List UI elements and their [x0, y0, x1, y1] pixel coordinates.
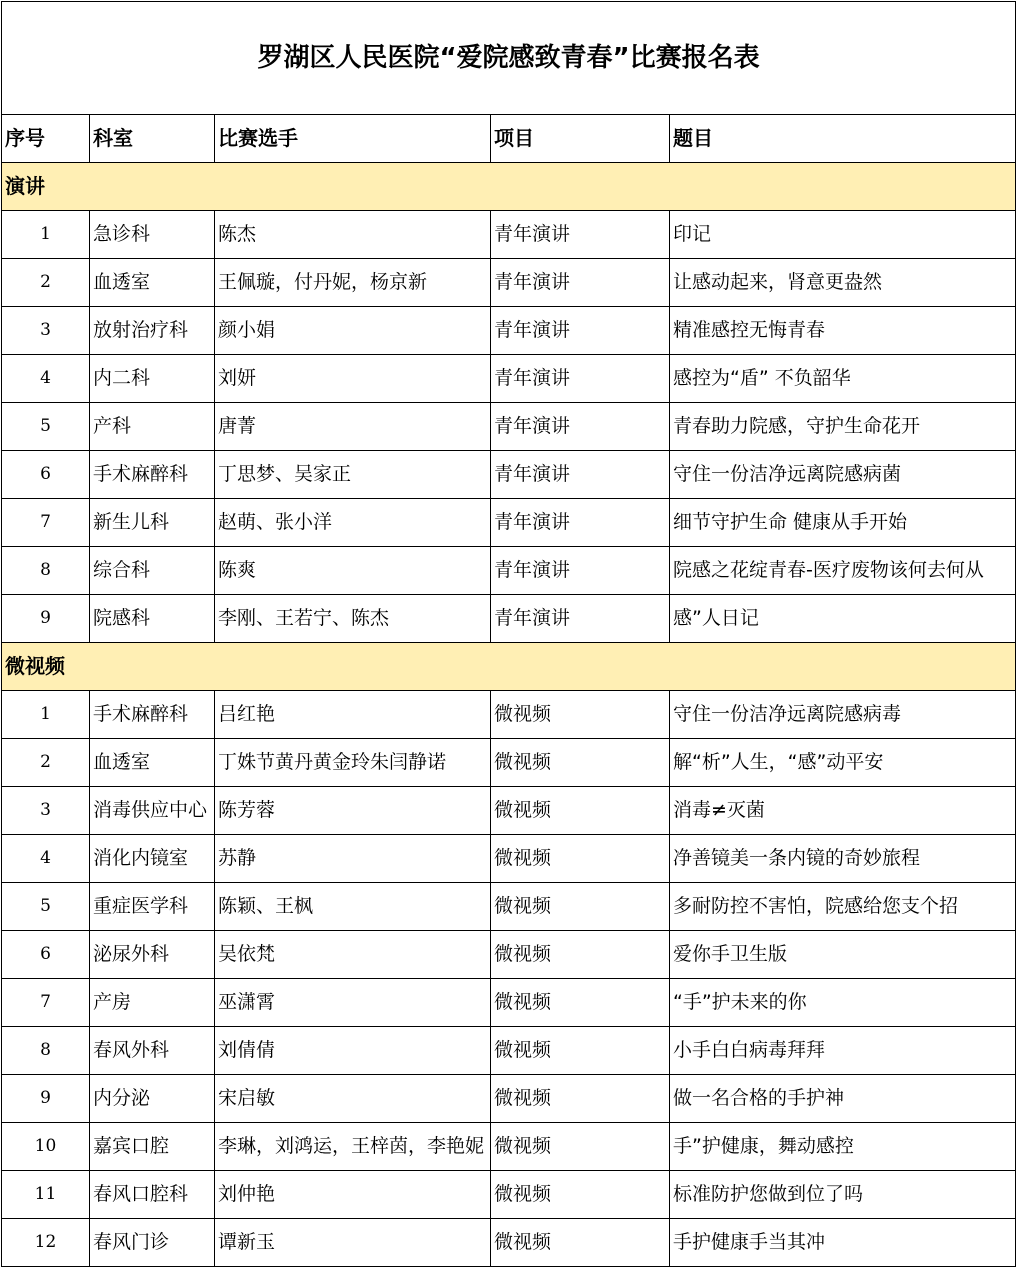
table-row	[2, 835, 1016, 883]
cell-item: 青年演讲	[491, 595, 670, 643]
cell-topic: 守住一份洁净远离院感病菌	[670, 451, 1016, 499]
cell-players: 颜小娟	[215, 307, 491, 355]
cell-department: 院感科	[90, 595, 215, 643]
cell-number: 3	[2, 787, 90, 835]
registration-table	[1, 1, 1016, 1267]
cell-players: 李刚、王若宁、陈杰	[215, 595, 491, 643]
cell-players: 苏静	[215, 835, 491, 883]
cell-players: 刘妍	[215, 355, 491, 403]
cell-department: 嘉宾口腔	[90, 1123, 215, 1171]
cell-number: 7	[2, 979, 90, 1027]
cell-players: 陈颖、王枫	[215, 883, 491, 931]
cell-number: 9	[2, 595, 90, 643]
cell-item: 微视频	[491, 1219, 670, 1267]
cell-players: 巫潇霄	[215, 979, 491, 1027]
title-row	[2, 2, 1016, 115]
cell-topic: “手”护未来的你	[670, 979, 1016, 1027]
cell-number: 11	[2, 1171, 90, 1219]
table-row	[2, 307, 1016, 355]
table-row	[2, 739, 1016, 787]
cell-item: 微视频	[491, 883, 670, 931]
table-row	[2, 1075, 1016, 1123]
cell-topic: 细节守护生命 健康从手开始	[670, 499, 1016, 547]
cell-players: 李琳，刘鸿运，王梓茵，李艳妮	[215, 1123, 491, 1171]
cell-item: 青年演讲	[491, 451, 670, 499]
cell-topic: 做一名合格的手护神	[670, 1075, 1016, 1123]
cell-number: 7	[2, 499, 90, 547]
column-header-item: 项目	[491, 115, 670, 163]
cell-players: 谭新玉	[215, 1219, 491, 1267]
cell-number: 5	[2, 403, 90, 451]
cell-department: 春风外科	[90, 1027, 215, 1075]
cell-topic: 多耐防控不害怕，院感给您支个招	[670, 883, 1016, 931]
cell-players: 吕红艳	[215, 691, 491, 739]
cell-topic: 小手白白病毒拜拜	[670, 1027, 1016, 1075]
cell-item: 青年演讲	[491, 403, 670, 451]
cell-department: 泌尿外科	[90, 931, 215, 979]
cell-department: 产房	[90, 979, 215, 1027]
cell-department: 血透室	[90, 739, 215, 787]
table-row	[2, 979, 1016, 1027]
cell-item: 微视频	[491, 979, 670, 1027]
cell-number: 4	[2, 355, 90, 403]
cell-department: 春风口腔科	[90, 1171, 215, 1219]
cell-department: 综合科	[90, 547, 215, 595]
cell-topic: 爱你手卫生版	[670, 931, 1016, 979]
cell-number: 2	[2, 259, 90, 307]
table-row	[2, 1123, 1016, 1171]
cell-item: 青年演讲	[491, 211, 670, 259]
cell-players: 刘仲艳	[215, 1171, 491, 1219]
cell-department: 内分泌	[90, 1075, 215, 1123]
table-row	[2, 355, 1016, 403]
cell-players: 陈芳蓉	[215, 787, 491, 835]
cell-department: 产科	[90, 403, 215, 451]
cell-item: 微视频	[491, 787, 670, 835]
table-row	[2, 451, 1016, 499]
cell-number: 4	[2, 835, 90, 883]
cell-department: 消毒供应中心	[90, 787, 215, 835]
cell-department: 手术麻醉科	[90, 691, 215, 739]
cell-department: 血透室	[90, 259, 215, 307]
cell-number: 8	[2, 1027, 90, 1075]
cell-topic: 让感动起来，肾意更盎然	[670, 259, 1016, 307]
cell-players: 王佩璇，付丹妮，杨京新	[215, 259, 491, 307]
cell-department: 放射治疗科	[90, 307, 215, 355]
table-row	[2, 1171, 1016, 1219]
column-header-players: 比赛选手	[215, 115, 491, 163]
table-row	[2, 787, 1016, 835]
cell-item: 微视频	[491, 835, 670, 883]
section-title: 演讲	[2, 163, 1016, 211]
cell-topic: 感控为“盾” 不负韶华	[670, 355, 1016, 403]
cell-topic: 解“析”人生，“感”动平安	[670, 739, 1016, 787]
cell-players: 赵萌、张小洋	[215, 499, 491, 547]
cell-topic: 标准防护您做到位了吗	[670, 1171, 1016, 1219]
table-row	[2, 403, 1016, 451]
cell-players: 陈杰	[215, 211, 491, 259]
cell-item: 青年演讲	[491, 499, 670, 547]
cell-topic: 消毒≠灭菌	[670, 787, 1016, 835]
cell-department: 消化内镜室	[90, 835, 215, 883]
column-header-department: 科室	[90, 115, 215, 163]
cell-players: 唐菁	[215, 403, 491, 451]
cell-item: 微视频	[491, 931, 670, 979]
section-title: 微视频	[2, 643, 1016, 691]
table-row	[2, 211, 1016, 259]
table-row	[2, 883, 1016, 931]
cell-number: 6	[2, 931, 90, 979]
cell-number: 5	[2, 883, 90, 931]
cell-department: 内二科	[90, 355, 215, 403]
cell-topic: 净善镜美一条内镜的奇妙旅程	[670, 835, 1016, 883]
cell-topic: 守住一份洁净远离院感病毒	[670, 691, 1016, 739]
cell-topic: 院感之花绽青春-医疗废物该何去何从	[670, 547, 1016, 595]
table-row	[2, 547, 1016, 595]
header-row	[2, 115, 1016, 163]
cell-department: 重症医学科	[90, 883, 215, 931]
cell-department: 新生儿科	[90, 499, 215, 547]
cell-players: 丁姝节黄丹黄金玲朱闫静诺	[215, 739, 491, 787]
table-row	[2, 931, 1016, 979]
cell-item: 微视频	[491, 1027, 670, 1075]
cell-topic: 感”人日记	[670, 595, 1016, 643]
cell-number: 6	[2, 451, 90, 499]
table-row	[2, 259, 1016, 307]
column-header-number: 序号	[2, 115, 90, 163]
cell-number: 1	[2, 211, 90, 259]
cell-players: 陈爽	[215, 547, 491, 595]
cell-item: 微视频	[491, 1123, 670, 1171]
section-row	[2, 643, 1016, 691]
cell-players: 宋启敏	[215, 1075, 491, 1123]
table-row	[2, 1219, 1016, 1267]
cell-number: 9	[2, 1075, 90, 1123]
cell-players: 吴依梵	[215, 931, 491, 979]
cell-number: 1	[2, 691, 90, 739]
cell-item: 青年演讲	[491, 307, 670, 355]
cell-item: 微视频	[491, 1075, 670, 1123]
table-body	[2, 2, 1016, 1267]
cell-number: 3	[2, 307, 90, 355]
table-row	[2, 691, 1016, 739]
cell-item: 微视频	[491, 739, 670, 787]
cell-department: 急诊科	[90, 211, 215, 259]
cell-number: 10	[2, 1123, 90, 1171]
cell-number: 2	[2, 739, 90, 787]
cell-number: 12	[2, 1219, 90, 1267]
section-row	[2, 163, 1016, 211]
cell-item: 微视频	[491, 1171, 670, 1219]
cell-topic: 手”护健康，舞动感控	[670, 1123, 1016, 1171]
table-row	[2, 499, 1016, 547]
cell-number: 8	[2, 547, 90, 595]
column-header-topic: 题目	[670, 115, 1016, 163]
cell-players: 丁思梦、吴家正	[215, 451, 491, 499]
cell-department: 手术麻醉科	[90, 451, 215, 499]
table-row	[2, 1027, 1016, 1075]
cell-department: 春风门诊	[90, 1219, 215, 1267]
cell-topic: 印记	[670, 211, 1016, 259]
cell-topic: 青春助力院感，守护生命花开	[670, 403, 1016, 451]
cell-topic: 精准感控无悔青春	[670, 307, 1016, 355]
cell-topic: 手护健康手当其冲	[670, 1219, 1016, 1267]
cell-item: 青年演讲	[491, 547, 670, 595]
table-row	[2, 595, 1016, 643]
cell-item: 青年演讲	[491, 355, 670, 403]
cell-item: 微视频	[491, 691, 670, 739]
cell-item: 青年演讲	[491, 259, 670, 307]
cell-players: 刘倩倩	[215, 1027, 491, 1075]
page-title: 罗湖区人民医院“爱院感致青春”比赛报名表	[2, 2, 1016, 115]
